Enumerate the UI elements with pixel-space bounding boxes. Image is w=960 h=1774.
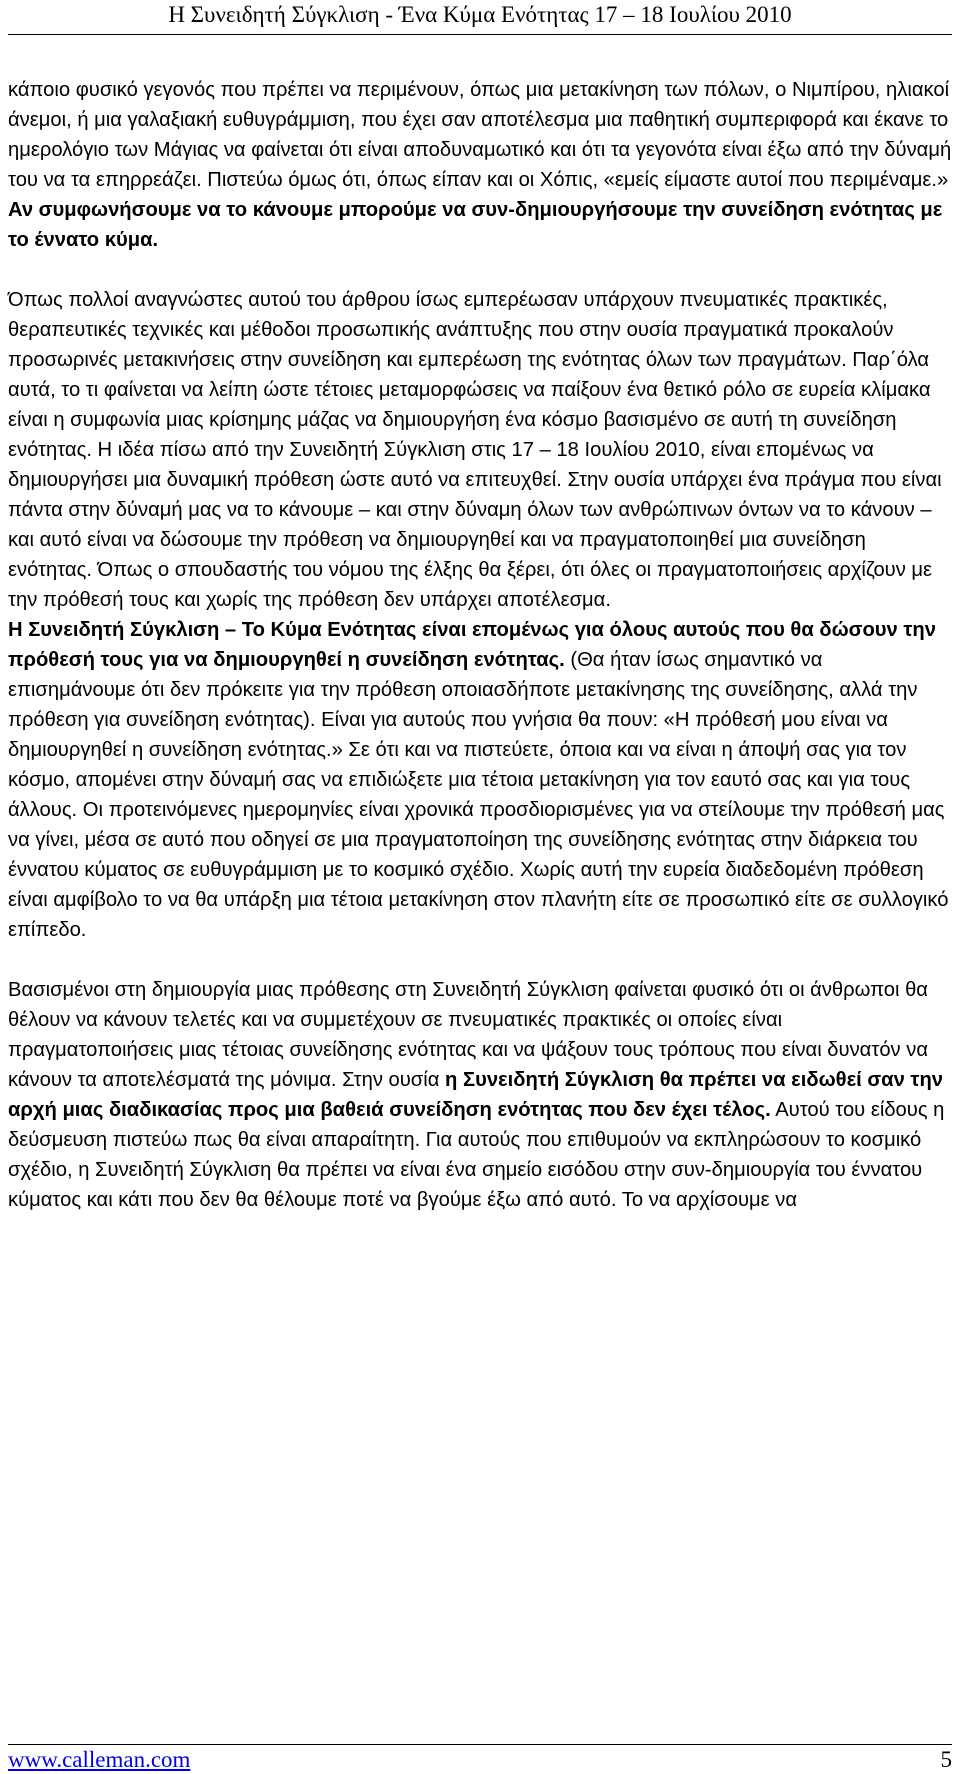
paragraph-3	[8, 615, 952, 945]
page-number: 5	[940, 1747, 952, 1772]
paragraph-1	[8, 75, 952, 255]
paragraph-4	[8, 975, 952, 1215]
paragraph-4-text-start: Βασισμένοι στη δημιουργία μιας πρόθεσης στη Συνειδητή Σύγκλιση φαίνεται φυσικό ότι οι άνθρωποι θα θέλουν να κάνουν τελετές και να συμμετέχουν σε πνευματικές πρακτικές οι οποίες είναι πραγματοποιήσεις μιας τέτοιας συνείδησης ενότητας και να ψάξουν τους τρόπους που είναι δυνατόν να κάνουν τα αποτελέσματά της μόνιμα. Στην ουσία	[8, 979, 929, 1091]
paragraph-3-emphasis: Η Συνειδητή Σύγκλιση – Το Κύμα Ενότητας είναι επομένως για όλους αυτούς που θα δώσουν την πρόθεσή τους για να δημιουργηθεί η συνείδηση ενότητας.	[8, 619, 936, 671]
article-body	[8, 75, 952, 1215]
website-link[interactable]: www.calleman.com	[8, 1747, 191, 1772]
paragraph-1-emphasis: Αν συμφωνήσουμε να το κάνουμε μπορούμε να συν-δημιουργήσουμε την συνείδηση ενότητας με το έννατο κύμα.	[8, 199, 943, 251]
paragraph-3-text: (Θα ήταν ίσως σημαντικό να επισημάνουμε ότι δεν πρόκειτε για την πρόθεση οποιασδήποτε μετακίνησης της συνείδησης, αλλά την πρόθεση για συνείδηση ενότητας). Είναι για αυτούς που γνήσια θα πουν: «Η πρόθεσή μου είναι να δημιουργηθεί η συνείδηση ενότητας.» Σε ότι και να πιστεύετε, όποια και να είναι η άποψή σας για τον κόσμο, απομένει στην δύναμή σας να επιδιώξετε μια τέτοια μετακίνηση για τον εαυτό σας και για τους άλλους. Οι προτεινόμενες ημερομηνίες είναι χρονικά προσδιορισμένες για να στείλουμε την πρόθεσή μας να γίνει, μέσα σε αυτό που οδηγεί σε μια πραγματοποίηση της συνείδησης ενότητας στην διάρκεια του έννατου κύματος σε ευθυγράμμιση με το κοσμικό σχέδιο. Χωρίς αυτή την ευρεία διαδεδομένη πρόθεση είναι αμφίβολο το να θα υπάρξη μια τέτοια μετακίνηση στον πλανήτη είτε σε προσωπικό είτε σε συλλογικό επίπεδο.	[8, 649, 949, 941]
paragraph-4-text-end: Αυτού του είδους η δεύσμευση πιστεύω πως θα είναι απαραίτητη. Για αυτούς που επιθυμούν να εκπληρώσουν το κοσμικό σχέδιο, η Συνειδητή Σύγκλιση θα πρέπει να είναι ένα σημείο εισόδου στην συν-δημιουργία του έννατου κύματος και κάτι που δεν θα θέλουμε ποτέ να βγούμε έξω από αυτό. Το να αρχίσουμε να	[8, 1099, 945, 1211]
header-divider	[8, 34, 952, 35]
paragraph-2	[8, 285, 952, 615]
paragraph-4-emphasis: η Συνειδητή Σύγκλιση θα πρέπει να ειδωθεί σαν την αρχή μιας διαδικασίας προς μια βαθειά συνείδηση ενότητας που δεν έχει τέλος.	[8, 1069, 944, 1121]
paragraph-2-text: Όπως πολλοί αναγνώστες αυτού του άρθρου ίσως εμπερέωσαν υπάρχουν πνευματικές πρακτικές, θεραπευτικές τεχνικές και μέθοδοι προσωπικής ανάπτυξης που στην ουσία πραγματικά προκαλούν προσωρινές μετακινήσεις στην συνείδηση και εμπερέωση της ενότητας όλων των πραγμάτων. Παρ΄όλα αυτά, το τι φαίνεται να λείπη ώστε τέτοιες μεταμορφώσεις να παίξουν ένα θετικό ρόλο σε ευρεία κλίμακα είναι η συμφωνία μιας κρίσημης μάζας να δημιουργήση ένα κόσμο βασισμένο σε αυτή τη συνείδηση ενότητας. Η ιδέα πίσω από την Συνειδητή Σύγκλιση στις 17 – 18 Ιουλίου 2010, είναι επομένως να δημιουργήσει μια δυναμική πρόθεση ώστε αυτό να επιτευχθεί. Στην ουσία υπάρχει ένα πράγμα που είναι πάντα στην δύναμή μας να το κάνουμε – και στην δύναμη όλων των ανθρώπινων όντων να το κάνουν – και αυτό είναι να δώσουμε την πρόθεση να δημιουργηθεί και να πραγματοποιηθεί μια συνείδηση ενότητας. Όπως ο σπουδαστής του νόμου της έλξης θα ξέρει, ότι όλες οι πραγματοποιήσεις αρχίζουν με την πρόθεσή τους και χωρίς της πρόθεση δεν υπάρχει αποτέλεσμα.	[8, 289, 942, 611]
page-footer	[8, 1747, 952, 1773]
running-header: Η Συνειδητή Σύγκλιση - Ένα Κύμα Ενότητας 17 – 18 Ιουλίου 2010	[168, 2, 792, 27]
paragraph-1-text: κάποιο φυσικό γεγονός που πρέπει να περιμένουν, όπως μια μετακίνηση των πόλων, ο Νιμπίρου, ηλιακοί άνεμοι, ή μια γαλαξιακή ευθυγράμμιση, που έχει σαν αποτέλεσμα μια παθητική συμπεριφορά και έκανε το ημερολόγιο των Μάγιας να φαίνεται ότι είναι αποδυναμωτικό και ότι τα γεγονότα είναι έξω από την δύναμή του να τα επηρρεάζει. Πιστεύω όμως ότι, όπως είπαν και οι Χόπις, «εμείς είμαστε αυτοί που περιμέναμε.»	[8, 79, 952, 191]
footer-divider	[8, 1744, 952, 1745]
